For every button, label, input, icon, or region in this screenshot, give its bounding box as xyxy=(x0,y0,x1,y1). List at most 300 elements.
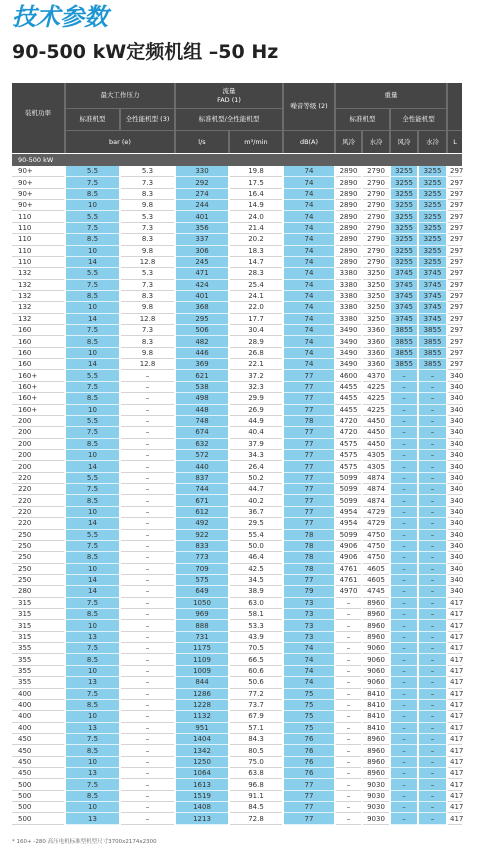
cell-flow-m3min: 55.4 xyxy=(230,530,282,541)
cell-power: 250 xyxy=(12,552,64,563)
cell-pressure-full: 7.3 xyxy=(121,280,174,291)
cell-weight-full-water: – xyxy=(419,700,446,711)
cell-flow-m3min: 32.3 xyxy=(230,382,282,393)
cell-weight-full-water: – xyxy=(419,632,446,643)
cell-weight-std-air: 4761 xyxy=(336,575,361,586)
cell-length: 340 xyxy=(448,439,462,450)
cell-weight-full-water: – xyxy=(419,802,446,813)
cell-noise: 77 xyxy=(284,439,334,450)
cell-power: 355 xyxy=(12,677,64,688)
cell-weight-std-water: 2790 xyxy=(363,166,389,177)
cell-weight-full-water: – xyxy=(419,689,446,700)
cell-power: 160+ xyxy=(12,382,64,393)
cell-length: 297 xyxy=(448,280,462,291)
cell-length: 340 xyxy=(448,495,462,506)
cell-weight-std-water: 9030 xyxy=(363,791,389,802)
cell-noise: 74 xyxy=(284,257,334,268)
cell-weight-std-air: – xyxy=(336,757,361,768)
cell-flow-m3min: 73.7 xyxy=(230,700,282,711)
cell-weight-std-water: 4874 xyxy=(363,495,389,506)
cell-flow-m3min: 34.5 xyxy=(230,575,282,586)
cell-flow-ls: 837 xyxy=(176,473,228,484)
cell-flow-m3min: 40.4 xyxy=(230,427,282,438)
cell-weight-full-water: – xyxy=(419,586,446,597)
table-row xyxy=(12,166,462,177)
cell-noise: 74 xyxy=(284,348,334,359)
cell-noise: 77 xyxy=(284,450,334,461)
cell-weight-std-water: 8410 xyxy=(363,700,389,711)
cell-length: 297 xyxy=(448,336,462,347)
table-row xyxy=(12,632,462,643)
cell-weight-std-water: 3250 xyxy=(363,291,389,302)
cell-weight-std-water: 2790 xyxy=(363,200,389,211)
cell-length: 297 xyxy=(448,166,462,177)
cell-pressure-full: – xyxy=(121,711,174,722)
cell-flow-ls: 506 xyxy=(176,325,228,336)
cell-weight-full-air: – xyxy=(391,564,417,575)
cell-weight-full-water: – xyxy=(419,779,446,790)
cell-weight-std-air: 4575 xyxy=(336,439,361,450)
cell-noise: 76 xyxy=(284,745,334,756)
cell-weight-full-water: – xyxy=(419,564,446,575)
cell-weight-std-water: 3250 xyxy=(363,280,389,291)
cell-flow-ls: 274 xyxy=(176,189,228,200)
cell-pressure-standard: 5.5 xyxy=(66,530,119,541)
cell-flow-m3min: 38.9 xyxy=(230,586,282,597)
cell-weight-std-water: 2790 xyxy=(363,211,389,222)
cell-flow-m3min: 72.8 xyxy=(230,813,282,824)
cell-weight-full-water: 3255 xyxy=(419,246,446,257)
cell-length: 340 xyxy=(448,507,462,518)
cell-weight-full-water: – xyxy=(419,609,446,620)
cell-flow-m3min: 16.4 xyxy=(230,189,282,200)
cell-weight-std-air: – xyxy=(336,723,361,734)
table-row xyxy=(12,530,462,541)
cell-pressure-standard: 10 xyxy=(66,405,119,416)
cell-power: 450 xyxy=(12,745,64,756)
header-noise: 噪音等级 (2) xyxy=(284,83,334,130)
cell-pressure-full: – xyxy=(121,654,174,665)
cell-weight-std-water: 3360 xyxy=(363,325,389,336)
cell-power: 132 xyxy=(12,302,64,313)
table-row xyxy=(12,620,462,631)
table-row xyxy=(12,813,462,824)
cell-flow-ls: 356 xyxy=(176,223,228,234)
cell-length: 297 xyxy=(448,302,462,313)
cell-power: 160+ xyxy=(12,393,64,404)
cell-pressure-standard: 7.5 xyxy=(66,177,119,188)
table-row xyxy=(12,211,462,222)
cell-flow-ls: 401 xyxy=(176,211,228,222)
cell-weight-full-water: – xyxy=(419,620,446,631)
cell-weight-std-air: 4720 xyxy=(336,416,361,427)
cell-power: 250 xyxy=(12,541,64,552)
cell-flow-m3min: 20.2 xyxy=(230,234,282,245)
cell-power: 220 xyxy=(12,507,64,518)
cell-pressure-standard: 14 xyxy=(66,518,119,529)
cell-flow-ls: 368 xyxy=(176,302,228,313)
cell-flow-ls: 1228 xyxy=(176,700,228,711)
cell-power: 160+ xyxy=(12,405,64,416)
cell-weight-full-air: – xyxy=(391,768,417,779)
cell-pressure-standard: 8.5 xyxy=(66,700,119,711)
cell-weight-std-water: 2790 xyxy=(363,177,389,188)
table-row xyxy=(12,382,462,393)
cell-flow-ls: 748 xyxy=(176,416,228,427)
cell-noise: 74 xyxy=(284,336,334,347)
table-row xyxy=(12,575,462,586)
table-row xyxy=(12,518,462,529)
cell-pressure-standard: 7.5 xyxy=(66,643,119,654)
cell-pressure-standard: 10 xyxy=(66,620,119,631)
table-row xyxy=(12,302,462,313)
cell-length: 297 xyxy=(448,325,462,336)
cell-noise: 77 xyxy=(284,495,334,506)
cell-weight-full-air: 3255 xyxy=(391,223,417,234)
cell-pressure-full: – xyxy=(121,779,174,790)
table-row xyxy=(12,700,462,711)
cell-pressure-standard: 7.5 xyxy=(66,689,119,700)
cell-weight-std-air: – xyxy=(336,734,361,745)
cell-weight-std-water: 9060 xyxy=(363,666,389,677)
cell-noise: 77 xyxy=(284,393,334,404)
cell-weight-std-air: 2890 xyxy=(336,223,361,234)
cell-power: 160 xyxy=(12,336,64,347)
cell-flow-ls: 709 xyxy=(176,564,228,575)
cell-weight-std-air: 4954 xyxy=(336,507,361,518)
cell-flow-ls: 440 xyxy=(176,461,228,472)
cell-weight-full-air: – xyxy=(391,552,417,563)
cell-weight-full-air: 3855 xyxy=(391,359,417,370)
cell-pressure-full: – xyxy=(121,439,174,450)
cell-noise: 77 xyxy=(284,507,334,518)
cell-weight-full-water: 3255 xyxy=(419,223,446,234)
cell-weight-full-water: – xyxy=(419,370,446,381)
section-label: 90-500 kW xyxy=(12,154,462,166)
cell-pressure-full: 7.3 xyxy=(121,223,174,234)
cell-pressure-full: 7.3 xyxy=(121,177,174,188)
cell-flow-ls: 674 xyxy=(176,427,228,438)
cell-pressure-full: 5.3 xyxy=(121,211,174,222)
cell-noise: 73 xyxy=(284,620,334,631)
cell-weight-std-water: 4750 xyxy=(363,552,389,563)
cell-weight-full-air: – xyxy=(391,507,417,518)
cell-pressure-standard: 14 xyxy=(66,461,119,472)
cell-weight-full-water: – xyxy=(419,666,446,677)
cell-weight-full-water: 3255 xyxy=(419,177,446,188)
cell-pressure-full: 9.8 xyxy=(121,200,174,211)
cell-pressure-standard: 7.5 xyxy=(66,779,119,790)
cell-weight-full-air: – xyxy=(391,416,417,427)
cell-flow-ls: 1132 xyxy=(176,711,228,722)
cell-power: 200 xyxy=(12,461,64,472)
cell-weight-std-air: 4954 xyxy=(336,518,361,529)
cell-pressure-full: – xyxy=(121,609,174,620)
cell-weight-full-air: – xyxy=(391,495,417,506)
cell-flow-ls: 1009 xyxy=(176,666,228,677)
cell-pressure-standard: 8.5 xyxy=(66,234,119,245)
cell-noise: 77 xyxy=(284,802,334,813)
cell-flow-ls: 888 xyxy=(176,620,228,631)
cell-noise: 77 xyxy=(284,813,334,824)
cell-weight-std-air: 2890 xyxy=(336,246,361,257)
cell-power: 220 xyxy=(12,495,64,506)
table-row xyxy=(12,359,462,370)
cell-weight-std-air: 4720 xyxy=(336,427,361,438)
cell-length: 417 xyxy=(448,620,462,631)
cell-length: 417 xyxy=(448,723,462,734)
cell-flow-m3min: 26.4 xyxy=(230,461,282,472)
cell-weight-full-air: – xyxy=(391,711,417,722)
cell-length: 417 xyxy=(448,802,462,813)
cell-pressure-standard: 8.5 xyxy=(66,189,119,200)
cell-weight-std-air: 4575 xyxy=(336,450,361,461)
cell-power: 500 xyxy=(12,813,64,824)
cell-weight-std-water: 3360 xyxy=(363,336,389,347)
cell-length: 340 xyxy=(448,393,462,404)
cell-weight-std-water: 8960 xyxy=(363,620,389,631)
cell-weight-full-air: – xyxy=(391,450,417,461)
cell-weight-std-water: 4729 xyxy=(363,507,389,518)
cell-pressure-standard: 7.5 xyxy=(66,382,119,393)
cell-flow-m3min: 37.2 xyxy=(230,370,282,381)
cell-length: 297 xyxy=(448,314,462,325)
cell-power: 500 xyxy=(12,779,64,790)
cell-noise: 74 xyxy=(284,189,334,200)
cell-weight-std-air: 2890 xyxy=(336,189,361,200)
cell-flow-ls: 446 xyxy=(176,348,228,359)
cell-weight-full-water: – xyxy=(419,598,446,609)
table-row xyxy=(12,427,462,438)
cell-weight-std-water: 4305 xyxy=(363,461,389,472)
table-row xyxy=(12,450,462,461)
cell-weight-std-air: 3490 xyxy=(336,336,361,347)
cell-noise: 77 xyxy=(284,473,334,484)
cell-flow-ls: 1519 xyxy=(176,791,228,802)
cell-pressure-full: – xyxy=(121,405,174,416)
cell-weight-full-water: – xyxy=(419,552,446,563)
cell-weight-std-air: 2890 xyxy=(336,211,361,222)
cell-flow-m3min: 22.1 xyxy=(230,359,282,370)
cell-weight-std-water: 4729 xyxy=(363,518,389,529)
cell-flow-ls: 306 xyxy=(176,246,228,257)
cell-noise: 77 xyxy=(284,575,334,586)
cell-pressure-standard: 14 xyxy=(66,359,119,370)
cell-weight-full-water: – xyxy=(419,507,446,518)
cell-weight-std-air: 3380 xyxy=(336,291,361,302)
cell-flow-ls: 575 xyxy=(176,575,228,586)
cell-length: 417 xyxy=(448,609,462,620)
cell-weight-full-air: – xyxy=(391,586,417,597)
cell-flow-ls: 292 xyxy=(176,177,228,188)
cell-flow-ls: 833 xyxy=(176,541,228,552)
cell-flow-ls: 1613 xyxy=(176,779,228,790)
cell-flow-ls: 482 xyxy=(176,336,228,347)
cell-flow-ls: 1050 xyxy=(176,598,228,609)
cell-weight-std-water: 3250 xyxy=(363,314,389,325)
cell-weight-std-air: 4455 xyxy=(336,393,361,404)
table-row xyxy=(12,439,462,450)
cell-weight-full-water: – xyxy=(419,416,446,427)
cell-length: 297 xyxy=(448,177,462,188)
cell-weight-full-air: – xyxy=(391,370,417,381)
table-row xyxy=(12,757,462,768)
cell-weight-full-air: – xyxy=(391,802,417,813)
cell-power: 220 xyxy=(12,473,64,484)
cell-weight-full-air: – xyxy=(391,439,417,450)
cell-weight-std-air: – xyxy=(336,643,361,654)
cell-pressure-full: – xyxy=(121,598,174,609)
cell-pressure-full: 12.8 xyxy=(121,257,174,268)
cell-length: 417 xyxy=(448,689,462,700)
cell-noise: 74 xyxy=(284,223,334,234)
cell-weight-full-air: 3255 xyxy=(391,200,417,211)
cell-noise: 77 xyxy=(284,427,334,438)
table-row xyxy=(12,405,462,416)
table-row xyxy=(12,223,462,234)
cell-pressure-full: 8.3 xyxy=(121,234,174,245)
cell-weight-full-water: – xyxy=(419,723,446,734)
cell-power: 110 xyxy=(12,223,64,234)
cell-weight-std-water: 4225 xyxy=(363,382,389,393)
cell-weight-full-air: – xyxy=(391,620,417,631)
header-weight: 重量 xyxy=(336,83,446,108)
table-row xyxy=(12,177,462,188)
cell-pressure-standard: 10 xyxy=(66,302,119,313)
cell-power: 200 xyxy=(12,416,64,427)
cell-weight-full-water: – xyxy=(419,541,446,552)
cell-length: 340 xyxy=(448,552,462,563)
cell-pressure-full: – xyxy=(121,745,174,756)
cell-length: 340 xyxy=(448,564,462,575)
cell-weight-full-air: – xyxy=(391,530,417,541)
cell-noise: 74 xyxy=(284,234,334,245)
cell-power: 400 xyxy=(12,700,64,711)
cell-noise: 73 xyxy=(284,632,334,643)
cell-weight-std-air: 4600 xyxy=(336,370,361,381)
cell-pressure-standard: 10 xyxy=(66,200,119,211)
cell-pressure-full: – xyxy=(121,450,174,461)
cell-power: 220 xyxy=(12,484,64,495)
cell-weight-std-air: – xyxy=(336,620,361,631)
cell-weight-std-air: 3490 xyxy=(336,348,361,359)
cell-pressure-standard: 7.5 xyxy=(66,541,119,552)
table-row xyxy=(12,779,462,790)
cell-weight-std-air: 3490 xyxy=(336,325,361,336)
cell-flow-m3min: 50.0 xyxy=(230,541,282,552)
cell-weight-full-water: – xyxy=(419,677,446,688)
cell-weight-std-air: 5099 xyxy=(336,495,361,506)
cell-length: 340 xyxy=(448,541,462,552)
cell-flow-ls: 244 xyxy=(176,200,228,211)
cell-weight-full-water: – xyxy=(419,450,446,461)
cell-noise: 73 xyxy=(284,609,334,620)
cell-weight-full-air: – xyxy=(391,813,417,824)
cell-pressure-full: – xyxy=(121,575,174,586)
cell-power: 160+ xyxy=(12,370,64,381)
cell-pressure-full: 9.8 xyxy=(121,348,174,359)
cell-power: 250 xyxy=(12,564,64,575)
cell-weight-std-water: 8960 xyxy=(363,598,389,609)
cell-flow-ls: 969 xyxy=(176,609,228,620)
table-row xyxy=(12,336,462,347)
cell-pressure-standard: 8.5 xyxy=(66,495,119,506)
cell-flow-ls: 295 xyxy=(176,314,228,325)
cell-weight-std-water: 4750 xyxy=(363,541,389,552)
cell-pressure-full: 7.3 xyxy=(121,325,174,336)
cell-pressure-full: – xyxy=(121,813,174,824)
cell-flow-m3min: 57.1 xyxy=(230,723,282,734)
cell-pressure-standard: 8.5 xyxy=(66,654,119,665)
cell-flow-ls: 773 xyxy=(176,552,228,563)
cell-flow-ls: 245 xyxy=(176,257,228,268)
cell-pressure-standard: 7.5 xyxy=(66,734,119,745)
cell-weight-std-water: 2790 xyxy=(363,257,389,268)
cell-pressure-full: – xyxy=(121,416,174,427)
cell-power: 400 xyxy=(12,711,64,722)
cell-length: 417 xyxy=(448,779,462,790)
cell-weight-full-air: – xyxy=(391,473,417,484)
cell-pressure-standard: 8.5 xyxy=(66,439,119,450)
cell-pressure-standard: 8.5 xyxy=(66,291,119,302)
cell-pressure-full: – xyxy=(121,541,174,552)
cell-length: 340 xyxy=(448,530,462,541)
cell-flow-m3min: 26.9 xyxy=(230,405,282,416)
cell-noise: 75 xyxy=(284,723,334,734)
header-weight-full-water: 水冷 xyxy=(419,131,446,153)
cell-length: 417 xyxy=(448,677,462,688)
cell-pressure-standard: 13 xyxy=(66,677,119,688)
cell-length: 340 xyxy=(448,370,462,381)
cell-weight-std-water: 4450 xyxy=(363,427,389,438)
cell-flow-ls: 649 xyxy=(176,586,228,597)
cell-weight-std-water: 8960 xyxy=(363,768,389,779)
cell-flow-m3min: 26.8 xyxy=(230,348,282,359)
cell-weight-full-water: – xyxy=(419,473,446,484)
cell-weight-std-air: 3380 xyxy=(336,302,361,313)
cell-length: 340 xyxy=(448,427,462,438)
cell-weight-full-water: – xyxy=(419,530,446,541)
cell-weight-full-air: 3255 xyxy=(391,189,417,200)
cell-noise: 78 xyxy=(284,552,334,563)
cell-power: 355 xyxy=(12,666,64,677)
cell-flow-ls: 1342 xyxy=(176,745,228,756)
cell-weight-full-air: 3255 xyxy=(391,211,417,222)
cell-flow-m3min: 75.0 xyxy=(230,757,282,768)
cell-length: 417 xyxy=(448,813,462,824)
cell-pressure-standard: 14 xyxy=(66,257,119,268)
table-row xyxy=(12,314,462,325)
cell-flow-m3min: 19.8 xyxy=(230,166,282,177)
cell-noise: 74 xyxy=(284,246,334,257)
cell-weight-std-air: – xyxy=(336,802,361,813)
cell-pressure-full: – xyxy=(121,495,174,506)
cell-length: 297 xyxy=(448,211,462,222)
cell-length: 340 xyxy=(448,484,462,495)
cell-flow-m3min: 24.1 xyxy=(230,291,282,302)
cell-pressure-full: – xyxy=(121,677,174,688)
cell-noise: 78 xyxy=(284,541,334,552)
cell-noise: 77 xyxy=(284,791,334,802)
cell-pressure-standard: 10 xyxy=(66,757,119,768)
table-row xyxy=(12,484,462,495)
cell-pressure-standard: 8.5 xyxy=(66,609,119,620)
cell-power: 400 xyxy=(12,689,64,700)
cell-weight-full-water: – xyxy=(419,791,446,802)
cell-power: 200 xyxy=(12,450,64,461)
cell-pressure-standard: 5.5 xyxy=(66,166,119,177)
cell-length: 340 xyxy=(448,382,462,393)
